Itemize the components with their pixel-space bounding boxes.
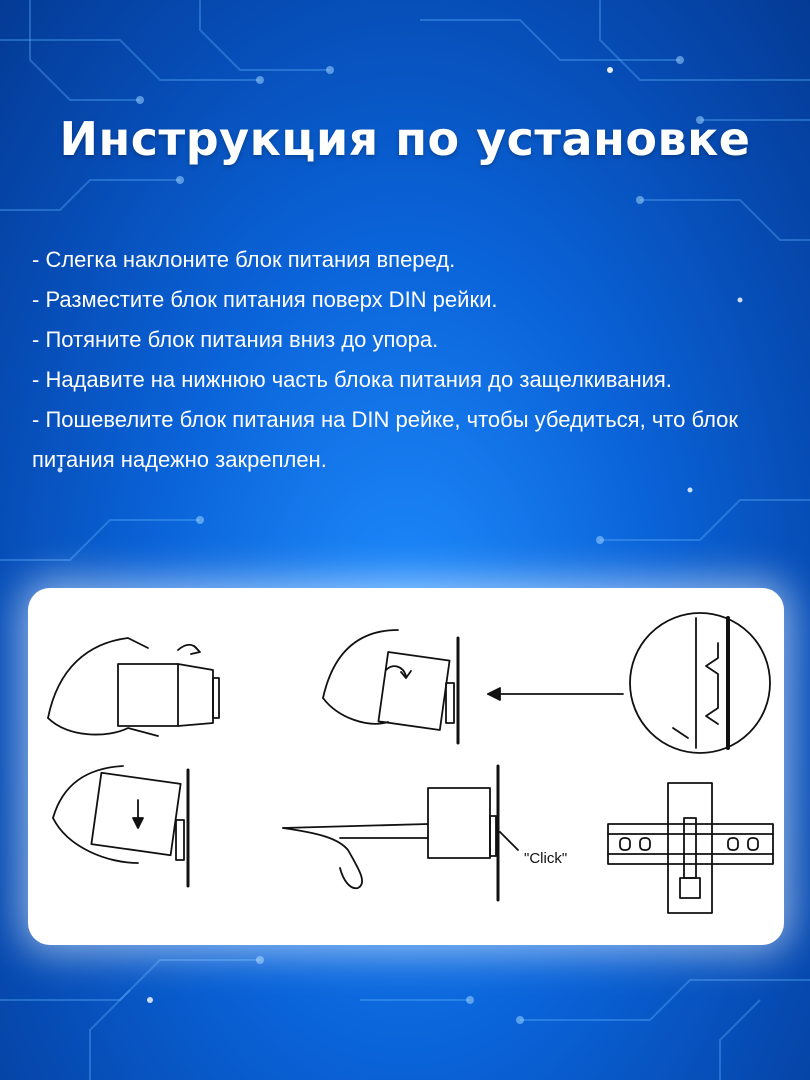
step4-push-illustration bbox=[283, 766, 518, 900]
instruction-step: - Пошевелите блок питания на DIN рейке, чтобы убедиться, что блок питания надежно закреплен. bbox=[32, 407, 739, 472]
zoom-detail-illustration bbox=[630, 613, 770, 753]
page-title: Инструкция по установке bbox=[59, 112, 751, 166]
instruction-step: - Слегка наклоните блок питания вперед. bbox=[32, 247, 456, 272]
installation-diagram-panel bbox=[28, 588, 784, 945]
instruction-step: - Потяните блок питания вниз до упора. bbox=[32, 327, 439, 352]
instruction-step: - Надавите на нижнюю часть блока питания до защелкивания. bbox=[32, 367, 672, 392]
step1-tilt-illustration bbox=[48, 638, 219, 736]
step3-pull-down-illustration bbox=[53, 766, 188, 886]
instruction-step: - Разместите блок питания поверх DIN рейки. bbox=[32, 287, 498, 312]
step5-mounted-illustration bbox=[608, 783, 773, 913]
step2-place-illustration bbox=[323, 630, 458, 743]
installation-diagram bbox=[28, 588, 784, 945]
instruction-list bbox=[32, 240, 792, 480]
click-label: "Click" bbox=[524, 850, 568, 867]
